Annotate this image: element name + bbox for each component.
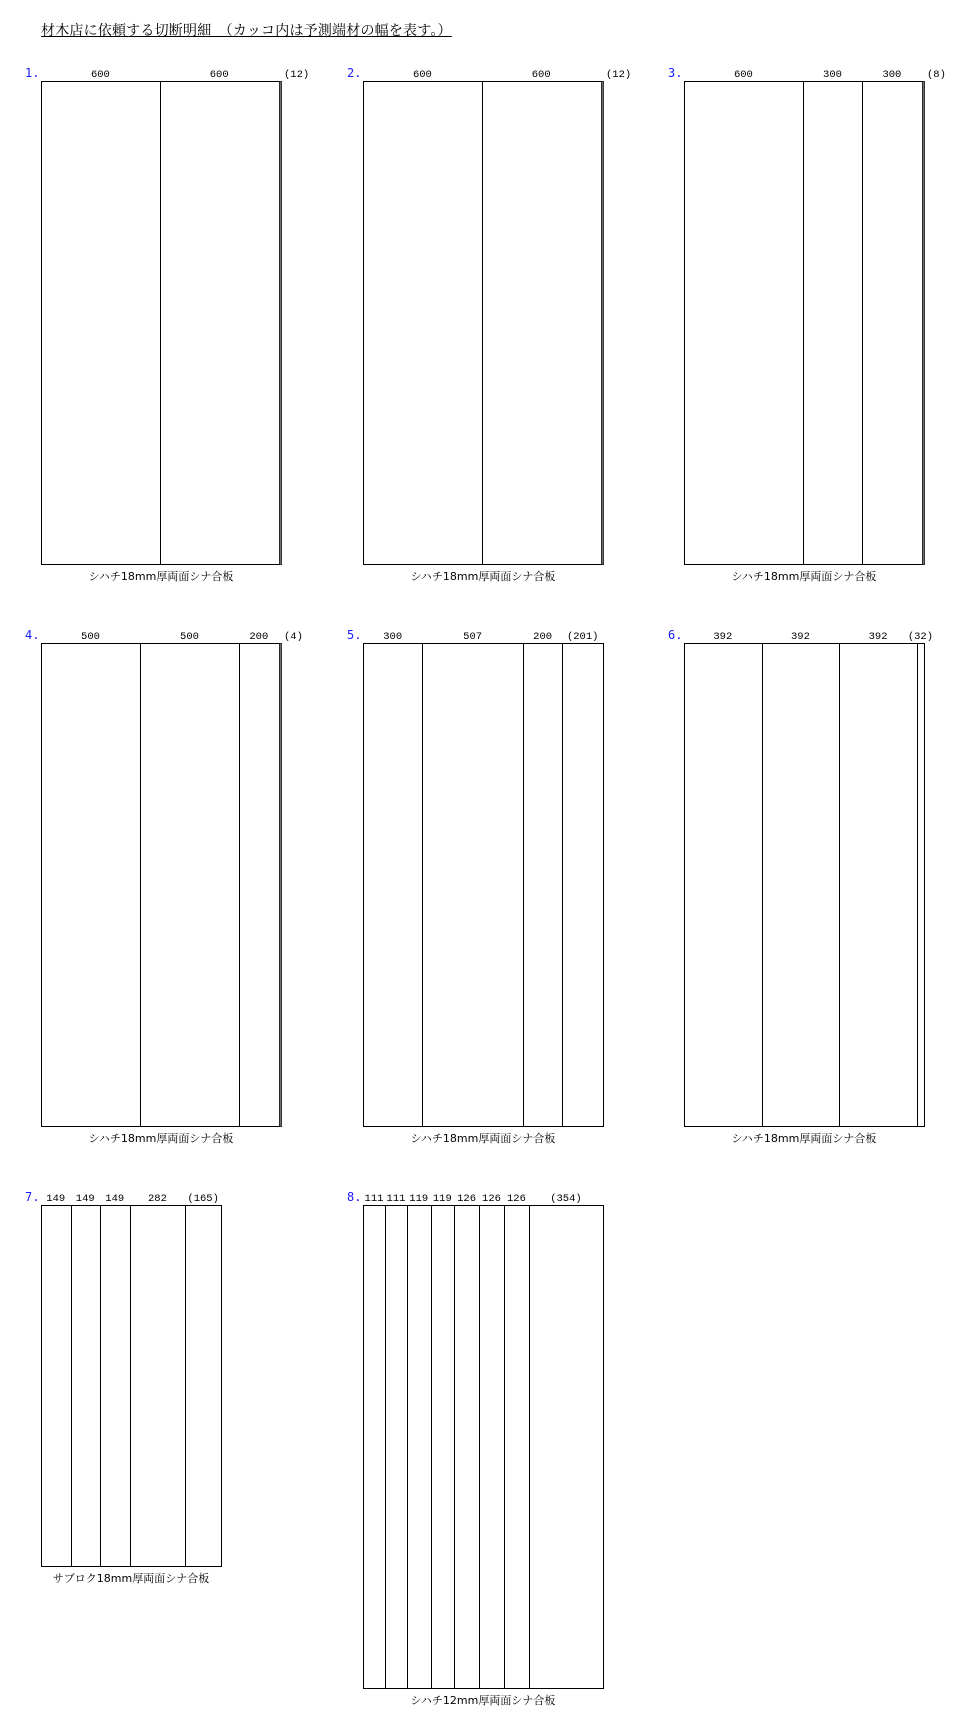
cut-width-label: 300 <box>823 69 842 81</box>
offcut-label: (8) <box>927 69 946 81</box>
cut-width-label: 111 <box>364 1193 384 1205</box>
cut-width-label: 600 <box>412 69 432 81</box>
cut-width-label: 300 <box>383 631 403 643</box>
offcut-label: (12) <box>606 69 632 81</box>
cut-width-label: 149 <box>105 1193 125 1205</box>
cut-width-label: 600 <box>531 69 551 81</box>
material-label: シハチ12mm厚両面シナ合板 <box>410 1694 556 1707</box>
cut-width-label: 600 <box>90 69 110 81</box>
cut-width-label: 200 <box>533 631 553 643</box>
offcut-label: (165) <box>187 1193 219 1205</box>
sheet-outline <box>364 644 604 1127</box>
cut-width-label: 200 <box>249 631 269 643</box>
offcut-band <box>280 82 282 565</box>
offcut-band <box>602 82 604 565</box>
cut-width-label: 392 <box>713 631 733 643</box>
panel-index: 1. <box>25 66 40 80</box>
panel-index: 3. <box>668 66 683 80</box>
material-label: シハチ18mm厚両面シナ合板 <box>88 570 234 583</box>
sheet-outline <box>364 1206 604 1689</box>
material-label: シハチ18mm厚両面シナ合板 <box>731 570 877 583</box>
cut-width-label: 507 <box>463 631 483 643</box>
offcut-label: (201) <box>566 631 599 643</box>
material-label: シハチ18mm厚両面シナ合板 <box>410 570 556 583</box>
cut-width-label: 119 <box>432 1193 452 1205</box>
material-label: サブロク18mm厚両面シナ合板 <box>52 1572 210 1585</box>
offcut-label: (32) <box>907 631 934 643</box>
cut-width-label: 300 <box>882 69 902 81</box>
cut-width-label: 392 <box>790 631 810 643</box>
material-label: シハチ18mm厚両面シナ合板 <box>88 1132 234 1145</box>
cut-width-label: 149 <box>46 1193 66 1205</box>
cut-width-label: 119 <box>409 1193 429 1205</box>
panel-index: 4. <box>25 628 40 642</box>
offcut-label: (12) <box>284 69 310 81</box>
panel-index: 6. <box>668 628 683 642</box>
sheet-outline <box>364 82 604 565</box>
cut-width-label: 600 <box>209 69 229 81</box>
cut-width-label: 500 <box>180 631 199 643</box>
cut-width-label: 600 <box>733 69 753 81</box>
sheet-outline <box>42 82 282 565</box>
offcut-band <box>923 82 925 565</box>
cut-width-label: 392 <box>868 631 888 643</box>
cut-width-label: 126 <box>507 1193 526 1205</box>
sheet-outline <box>42 644 282 1127</box>
material-label: シハチ18mm厚両面シナ合板 <box>731 1132 877 1145</box>
panel-index: 8. <box>347 1190 362 1204</box>
offcut-label: (354) <box>550 1193 582 1205</box>
panel-index: 5. <box>347 628 362 642</box>
material-label: シハチ18mm厚両面シナ合板 <box>410 1132 556 1145</box>
panel-index: 7. <box>25 1190 40 1204</box>
cut-width-label: 126 <box>482 1193 501 1205</box>
page-title: 材木店に依頼する切断明細 （カッコ内は予測端材の幅を表す。） <box>41 23 452 39</box>
cut-width-label: 126 <box>457 1193 477 1205</box>
cut-width-label: 149 <box>75 1193 95 1205</box>
sheet-outline <box>685 82 925 565</box>
offcut-label: (4) <box>284 631 303 643</box>
offcut-band <box>280 644 282 1127</box>
cut-width-label: 500 <box>81 631 100 643</box>
sheet-outline <box>42 1206 222 1567</box>
sheet-outline <box>685 644 925 1127</box>
cut-width-label: 111 <box>386 1193 406 1205</box>
cut-width-label: 282 <box>147 1193 167 1205</box>
panel-index: 2. <box>347 66 362 80</box>
